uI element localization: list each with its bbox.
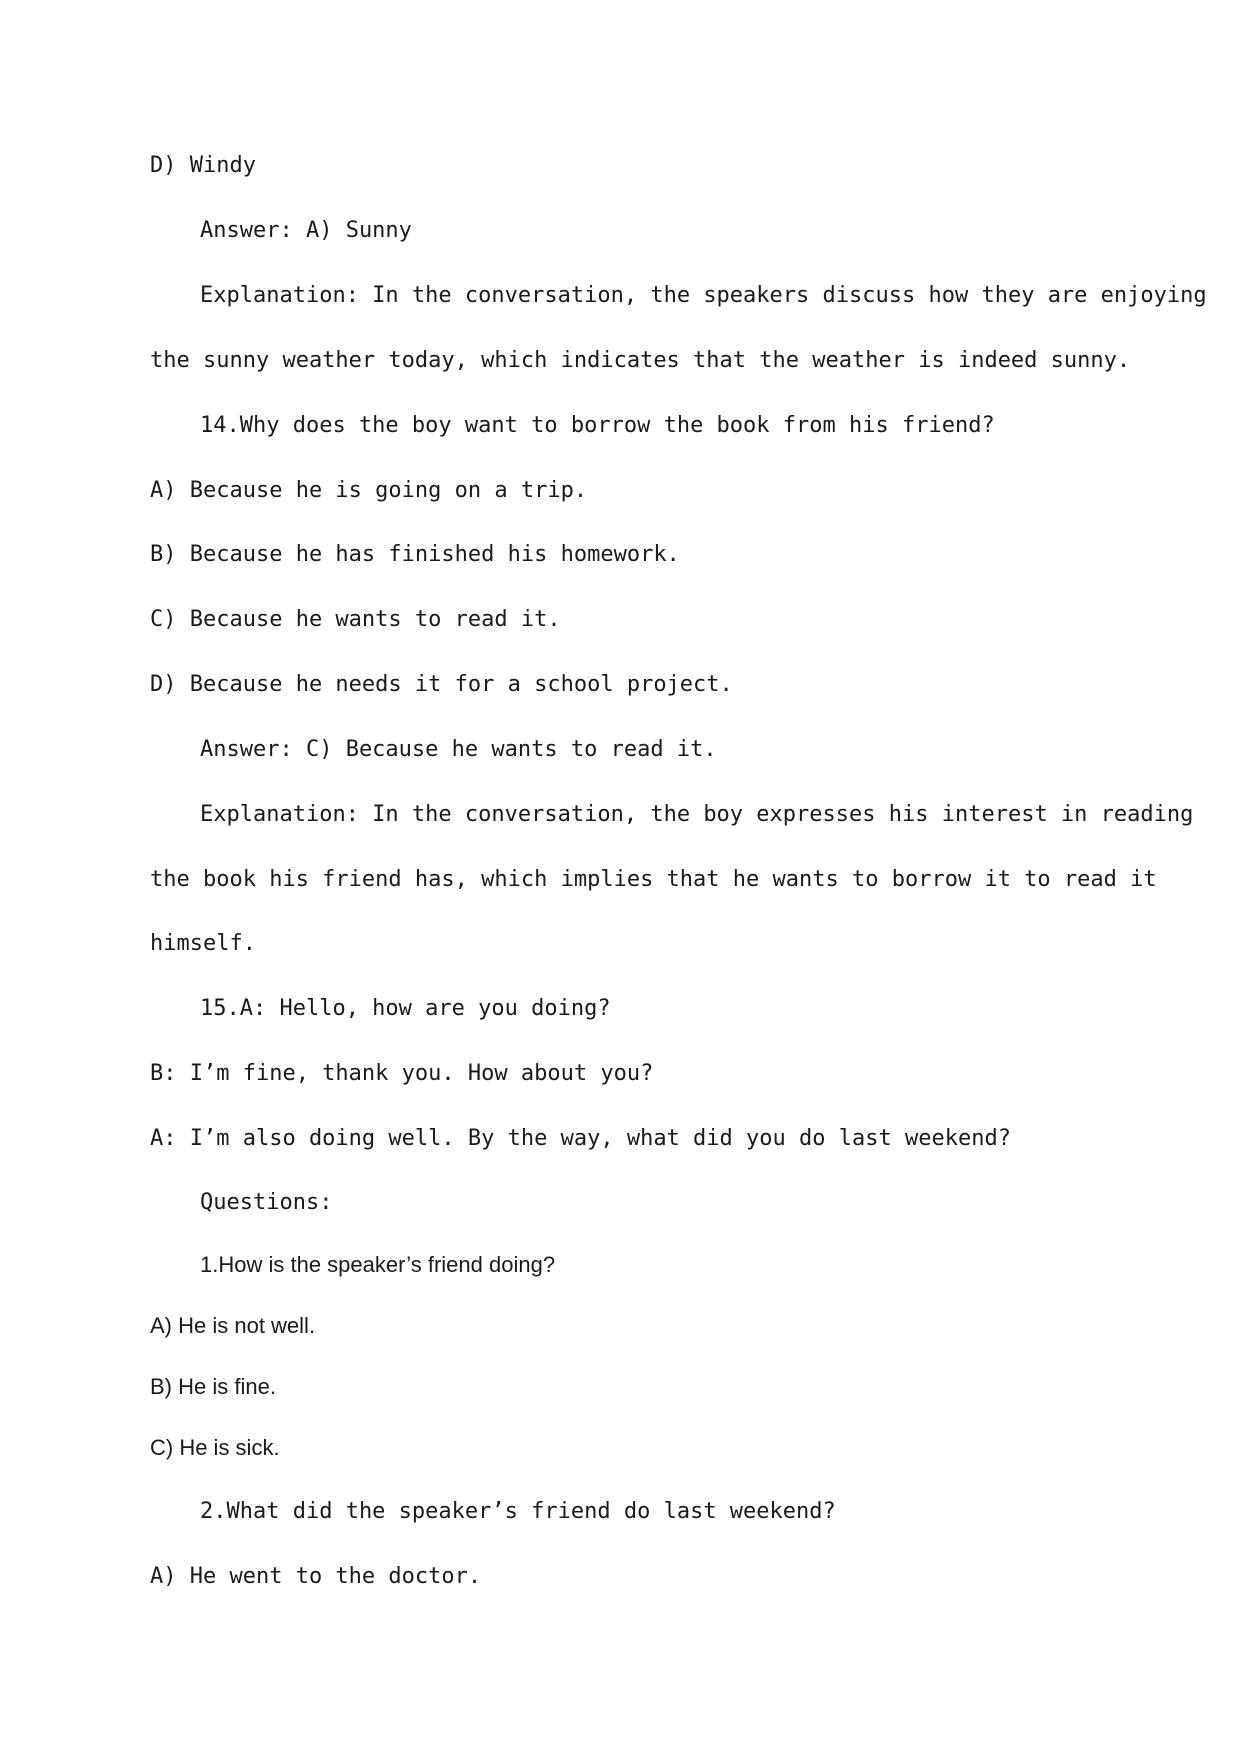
option-d-windy: D) Windy [150,153,256,178]
option-a: A) He went to the doctor. [150,1564,482,1589]
explanation-line: Explanation: In the conversation, the speakers discuss how they are enjoying [200,283,1207,308]
option-a: A) He is not well. [150,1313,316,1338]
dialogue-a: A: I’m also doing well. By the way, what did you do last weekend? [150,1126,1011,1151]
explanation-continuation: himself. [150,931,256,956]
option-b: B) Because he has finished his homework. [150,542,680,567]
questions-heading: Questions: [200,1190,333,1215]
sub-question-2: 2.What did the speaker’s friend do last weekend? [200,1499,836,1524]
dialogue-b: B: I’m fine, thank you. How about you? [150,1061,654,1086]
sub-question-1: 1.How is the speaker’s friend doing? [200,1252,556,1277]
question-15-dialogue-a: 15.A: Hello, how are you doing? [200,996,611,1021]
option-b: B) He is fine. [150,1374,276,1399]
question-14: 14.Why does the boy want to borrow the book from his friend? [200,413,995,438]
option-c: C) He is sick. [150,1435,280,1460]
option-a: A) Because he is going on a trip. [150,478,588,503]
explanation-continuation: the sunny weather today, which indicates that the weather is indeed sunny. [150,348,1131,373]
explanation-line: Explanation: In the conversation, the boy expresses his interest in reading [200,802,1194,827]
answer-line: Answer: C) Because he wants to read it. [200,737,717,762]
option-d: D) Because he needs it for a school project. [150,672,733,697]
answer-line: Answer: A) Sunny [200,218,412,243]
option-c: C) Because he wants to read it. [150,607,561,632]
explanation-continuation: the book his friend has, which implies that he wants to borrow it to read it [150,867,1157,892]
